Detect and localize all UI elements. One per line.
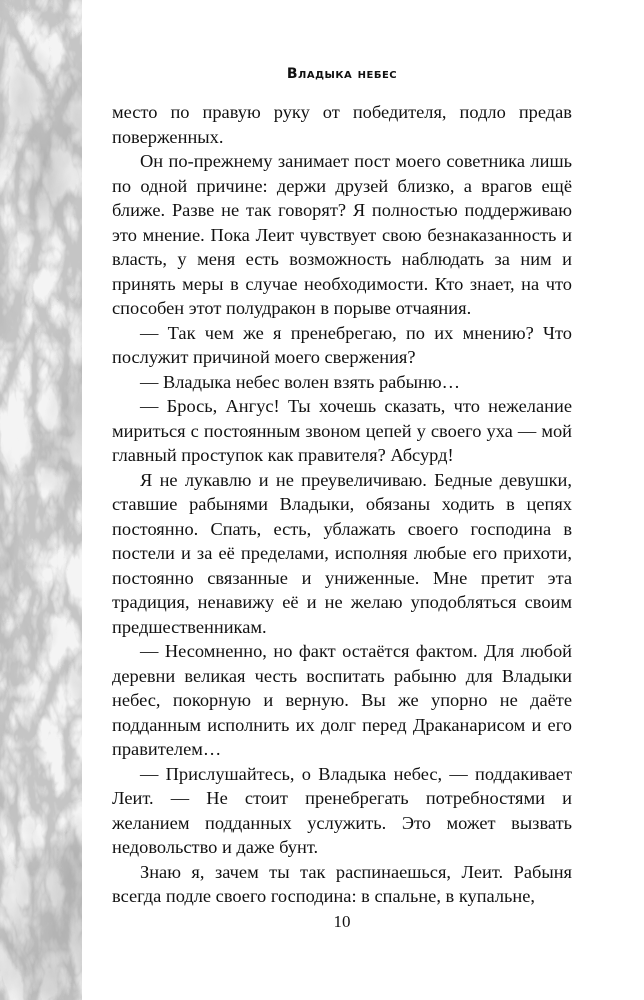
marble-border-decoration [0,0,82,1000]
marble-texture [0,0,82,1000]
paragraph: Я не лукавлю и не преувеличиваю. Бедные девушки, ставшие рабынями Владыки, обязаны ходить в цепях постоянно. Спать, есть, ублажать своего господина в постели и за её пределами, исполняя любые его прихоти, постоянно связанные и униженные. Мне претит эта традиция, ненавижу её и не желаю уподобляться своим предшественникам. [112,469,572,637]
paragraph: место по правую руку от победителя, подло предав поверженных. [112,102,572,147]
paragraph: — Прислушайтесь, о Владыка небес, — поддакивает Леит. — Не стоит пренебрегать потребностями и желанием подданных услужить. Это может вызвать недовольство и даже бунт. [112,763,572,857]
paragraph: Знаю я, зачем ты так распинаешься, Леит. Рабыня всегда подле своего господина: в спальне, в купальне, [112,861,572,906]
paragraph: Он по-прежнему занимает пост моего советника лишь по одной причине: держи друзей близко, а врагов ещё ближе. Разве не так говорят? Я полностью поддерживаю это мнение. Пока Леит чувствует свою безнаказанность и власть, у меня есть возможность наблюдать за ним и принять меры в случае необходимости. Кто знает, на что способен этот полудракон в порыве отчаяния. [112,151,572,318]
paragraph: — Так чем же я пренебрегаю, по их мнению? Что послужит причиной моего свержения? [112,322,572,367]
paragraph: — Несомненно, но факт остаётся фактом. Для любой деревни великая честь воспитать рабыню для Владыки небес, покорную и верную. Вы же упорно не даёте подданным исполнить их долг перед Драканарисом и его правителем… [112,641,572,759]
paragraph: — Владыка небес волен взять рабыню… [140,371,460,392]
body-text [112,100,572,909]
page-number: 10 [333,912,351,931]
running-head: Владыка небес [286,66,398,82]
paragraph: — Брось, Ангус! Ты хочешь сказать, что нежелание мириться с постоянным звоном цепей у своего уха — мой главный проступок как правителя? Абсурд! [112,396,572,465]
